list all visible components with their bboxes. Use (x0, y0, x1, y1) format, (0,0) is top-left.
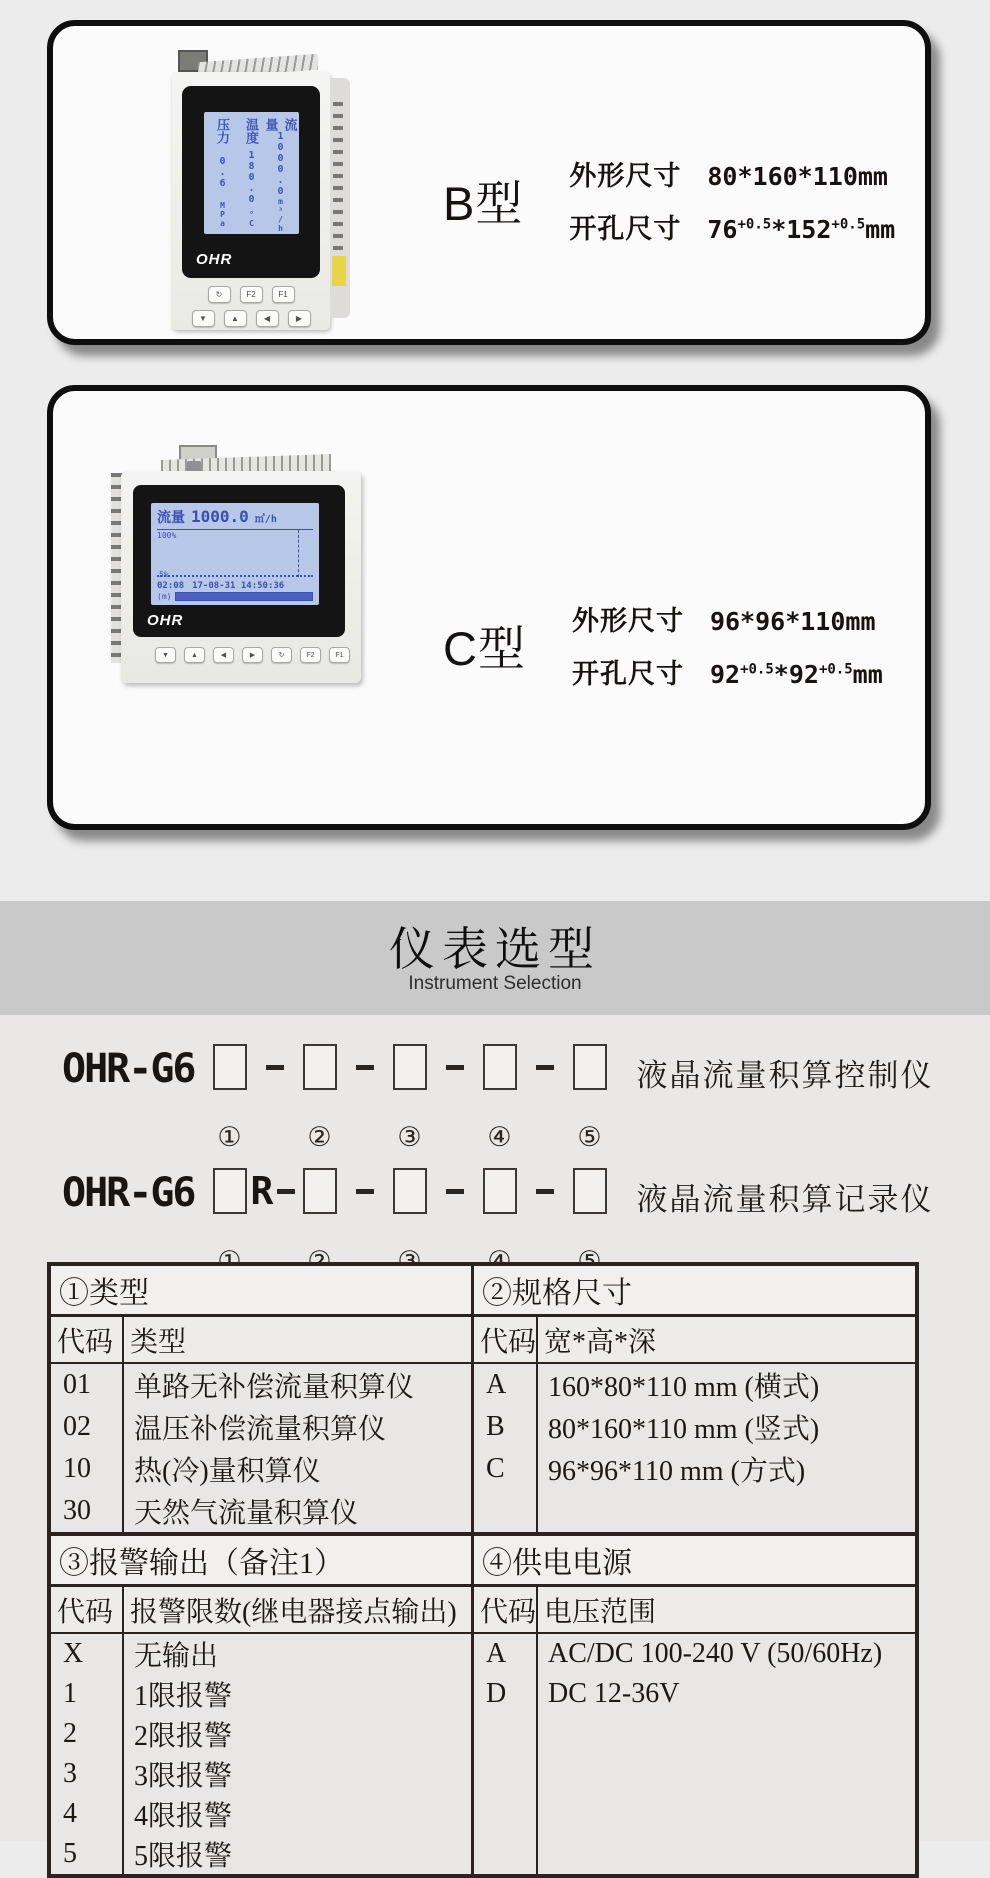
lcd-pressure-unit: MPa (218, 201, 227, 228)
ohr-logo: OHR (147, 612, 184, 629)
alarm-code: 2 (63, 1718, 77, 1749)
code-slot-1 (211, 1168, 249, 1277)
section-subtitle: Instrument Selection (408, 973, 582, 994)
c-lcd-flow-row (157, 507, 313, 530)
alarm-name: 4限报警 (134, 1801, 233, 1832)
c-lcd-progress-bar (175, 592, 313, 601)
c-lcd-flow-unit: ㎥/h (254, 514, 277, 525)
b-hole-size-row (569, 207, 895, 246)
dash-separator (536, 1065, 554, 1070)
voltage-column-header: 电压范围 (544, 1596, 657, 1628)
product-card-c (47, 385, 931, 830)
b-side-panel (330, 78, 350, 318)
model-code-line-recorder (62, 1168, 934, 1277)
lcd-temperature-name: 温度 (244, 118, 259, 144)
c-outer-size-row (572, 599, 883, 638)
code-slot-5 (571, 1168, 609, 1277)
alarm-code: X (63, 1638, 84, 1669)
type-code: 01 (63, 1369, 91, 1400)
b-dimensions-info (443, 154, 895, 246)
type-code: 02 (63, 1411, 91, 1442)
code-slot-4 (481, 1044, 519, 1153)
power-code: D (486, 1678, 507, 1709)
c-lcd-flow-value: 1000.0 (191, 507, 249, 526)
code-box (483, 1044, 517, 1090)
section1-subheader-row (51, 1317, 915, 1364)
dash-separator (446, 1065, 464, 1070)
model-selection-table (47, 1262, 919, 1878)
size-code: C (486, 1453, 505, 1484)
down-arrow-key-icon: ▼ (155, 647, 176, 663)
code-column-header: 代码 (51, 1587, 124, 1632)
recorder-product-label: 液晶流量积算记录仪 (636, 1182, 934, 1217)
reset-key-icon: ↻ (271, 647, 292, 663)
section-title: 仪表选型 (389, 923, 601, 975)
outer-size-value: 96*96*110mm (709, 607, 876, 636)
voltage-value: DC 12-36V (548, 1678, 680, 1709)
alarm-code: 1 (63, 1678, 77, 1709)
c-lcd-trend-chart (157, 530, 313, 579)
hole-size-value: $76^{+0.5}*152^{+0.5}mm$ (707, 215, 896, 244)
code-slot-2 (301, 1168, 339, 1277)
alarm-name: 5限报警 (134, 1841, 233, 1872)
code-slot-4 (481, 1168, 519, 1277)
product-card-b (47, 20, 931, 345)
controller-product-label: 液晶流量积算控制仪 (636, 1058, 934, 1093)
c-hole-size-row (572, 652, 883, 691)
lcd-column-temperature (242, 118, 261, 228)
c-dimensions-info (443, 599, 883, 691)
hole-size-label: 开孔尺寸 (569, 214, 682, 244)
size-values (538, 1364, 915, 1532)
section2-header-row (51, 1536, 915, 1587)
size-section-header: ②规格尺寸 (482, 1277, 632, 1310)
type-name: 温压补偿流量积算仪 (134, 1414, 387, 1445)
b-outer-size-row (569, 154, 895, 193)
up-arrow-key-icon: ▲ (224, 310, 247, 327)
lcd-pressure-name: 压力 (215, 118, 230, 144)
alarm-name: 无输出 (134, 1641, 219, 1672)
lcd-column-pressure (213, 118, 232, 228)
type-name: 单路无补偿流量积算仪 (134, 1372, 415, 1403)
code-slot-5 (571, 1044, 609, 1153)
code-box (213, 1044, 247, 1090)
alarm-name: 2限报警 (134, 1721, 233, 1752)
position-number-3: ③ (397, 1122, 422, 1153)
section2-data (51, 1634, 915, 1874)
power-codes (474, 1634, 538, 1874)
type-code: 10 (63, 1453, 91, 1484)
code-box (303, 1044, 337, 1090)
ohr-logo: OHR (196, 251, 233, 268)
right-arrow-key-icon: ▶ (242, 647, 263, 663)
c-lcd-time: 02:08 (157, 581, 185, 591)
alarm-code: 4 (63, 1798, 77, 1829)
c-lcd-ymax: 100% (157, 531, 177, 540)
dash-separator (277, 1189, 295, 1194)
b-device-body (172, 72, 330, 330)
left-arrow-key-icon: ◀ (256, 310, 279, 327)
right-arrow-key-icon: ▶ (288, 310, 311, 327)
c-lcd-datetime: 17-08-31 14:50:36 (192, 581, 285, 591)
left-arrow-key-icon: ◀ (213, 647, 234, 663)
c-front-panel (133, 485, 345, 637)
alarm-names (124, 1634, 474, 1874)
section1-data (51, 1364, 915, 1536)
b-keypad (182, 286, 320, 327)
f1-key: F1 (272, 286, 295, 303)
code-slot-1 (211, 1044, 249, 1153)
alarm-code: 5 (63, 1838, 77, 1869)
size-value: 160*80*110 mm (横式) (548, 1372, 820, 1403)
b-lcd-screen (204, 112, 299, 234)
alarm-name: 1限报警 (134, 1681, 233, 1712)
position-number-5: ⑤ (577, 1122, 602, 1153)
c-device-body (121, 471, 361, 683)
lcd-flow-value: 1000.0 (275, 131, 286, 197)
c-lcd-time-row (157, 579, 313, 591)
hole-size-label: 开孔尺寸 (571, 659, 684, 689)
code-slot-3 (391, 1168, 429, 1277)
type-section-header: ①类型 (51, 1266, 474, 1314)
hole-size-value: $92^{+0.5}*92^{+0.5}mm$ (709, 660, 883, 689)
code-box (213, 1168, 247, 1214)
size-value: 80*160*110 mm (竖式) (548, 1414, 820, 1445)
type-column-header: 类型 (124, 1317, 474, 1362)
code-column-header: 代码 (474, 1587, 538, 1632)
type-names (124, 1364, 474, 1532)
code-slot-2 (301, 1044, 339, 1153)
f2-key: F2 (300, 647, 321, 663)
outer-size-label: 外形尺寸 (571, 606, 684, 636)
dash-separator (356, 1065, 374, 1070)
size-value: 96*96*110 mm (方式) (548, 1456, 806, 1487)
code-box (573, 1168, 607, 1214)
c-lcd-ymin: 5% (159, 570, 169, 579)
alarm-codes (51, 1634, 124, 1874)
size-code: A (486, 1369, 507, 1400)
dash-separator (266, 1065, 284, 1070)
power-section-header: ④供电电源 (482, 1547, 632, 1580)
code-column-header: 代码 (474, 1317, 538, 1362)
voltage-value: AC/DC 100-240 V (50/60Hz) (548, 1638, 883, 1669)
model-prefix: OHR-G6 (62, 1046, 195, 1092)
type-name: 热(冷)量积算仪 (134, 1456, 321, 1487)
type-code: 30 (63, 1495, 91, 1526)
outer-size-value: 80*160*110mm (707, 162, 888, 191)
alarm-column-header: 报警限数(继电器接点输出) (124, 1587, 474, 1632)
f2-key: F2 (240, 286, 263, 303)
c-lcd-cursor-line (298, 530, 299, 577)
size-column-header: 宽*高*深 (544, 1326, 657, 1358)
code-box (483, 1168, 517, 1214)
b-model-label: B型 (443, 176, 524, 230)
c-lcd-baseline (157, 575, 313, 577)
lcd-flow-unit: m³/h (276, 197, 285, 233)
type-codes (51, 1364, 124, 1532)
section1-header-row (51, 1266, 915, 1317)
f1-key: F1 (329, 647, 350, 663)
b-side-vents (333, 102, 343, 252)
model-prefix: OHR-G6 (62, 1170, 195, 1216)
recorder-suffix: R (250, 1169, 274, 1213)
b-keypad-row2 (192, 310, 311, 327)
c-keypad (155, 647, 350, 663)
c-lcd-screen (151, 503, 319, 605)
outer-size-label: 外形尺寸 (569, 161, 682, 191)
code-column-header: 代码 (51, 1317, 124, 1362)
lcd-flow-name: 流量 (263, 118, 298, 131)
position-number-2: ② (307, 1122, 332, 1153)
voltage-values (538, 1634, 915, 1874)
b-front-panel (182, 86, 320, 278)
section2-subheader-row (51, 1587, 915, 1634)
c-device-photo (101, 443, 381, 693)
dash-separator (446, 1189, 464, 1194)
dash-separator (536, 1189, 554, 1194)
c-model-label: C型 (443, 621, 526, 675)
c-lcd-axis-unit: (m) (157, 592, 172, 601)
position-number-4: ④ (487, 1122, 512, 1153)
alarm-section-header: ③报警输出（备注1） (51, 1536, 474, 1584)
b-device-photo (126, 38, 346, 333)
code-box (303, 1168, 337, 1214)
power-code: A (486, 1638, 507, 1669)
alarm-name: 3限报警 (134, 1761, 233, 1792)
size-code: B (486, 1411, 505, 1442)
c-lcd-bar-row (157, 591, 313, 601)
size-codes (474, 1364, 538, 1532)
position-number-1: ① (217, 1122, 242, 1153)
lcd-temperature-value: 180.0 (246, 149, 257, 205)
lcd-temperature-unit: °C (247, 210, 256, 228)
dash-separator (356, 1189, 374, 1194)
b-keypad-row1 (208, 286, 295, 303)
alarm-code: 3 (63, 1758, 77, 1789)
up-arrow-key-icon: ▲ (184, 647, 205, 663)
c-lcd-flow-title: 流量 (157, 510, 185, 526)
code-box (393, 1168, 427, 1214)
type-name: 天然气流量积算仪 (134, 1498, 359, 1529)
code-box (393, 1044, 427, 1090)
lcd-column-flow (263, 118, 298, 233)
down-arrow-key-icon: ▼ (192, 310, 215, 327)
code-box (573, 1044, 607, 1090)
reset-key-icon: ↻ (208, 286, 231, 303)
b-yellow-label (332, 256, 346, 286)
model-code-line-controller (62, 1044, 934, 1153)
code-slot-3 (391, 1044, 429, 1153)
lcd-pressure-value: 0.6 (217, 156, 228, 189)
